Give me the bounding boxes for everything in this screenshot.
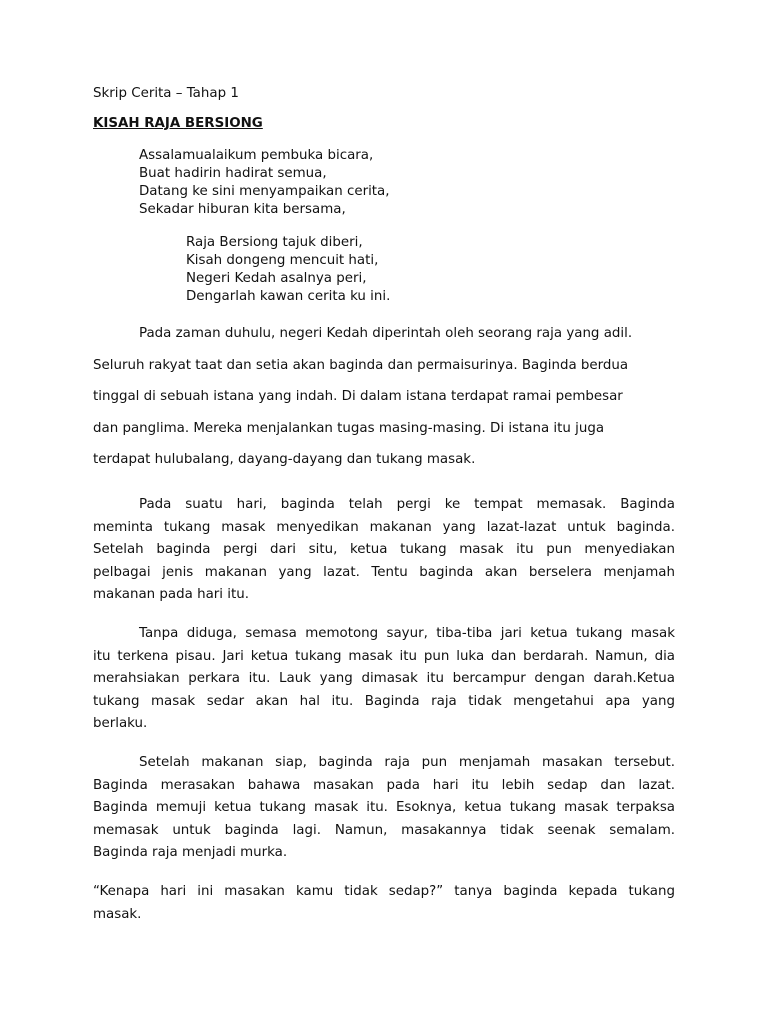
paragraph-line: tinggal di sebuah istana yang indah. Di dalam istana terdapat ramai pembesar [93, 389, 623, 404]
paragraph-line: memasak untuk baginda lagi. Namun, masakannya tidak seenak semalam. [93, 822, 675, 838]
paragraph-5 [93, 881, 675, 926]
paragraph-line: merahsiakan perkara itu. Lauk yang dimasak itu bercampur dengan darah.Ketua [93, 671, 675, 686]
paragraph-line: Setelah baginda pergi dari situ, ketua tukang masak itu pun menyediakan [93, 542, 675, 557]
stanza-line: Dengarlah kawan cerita ku ini. [186, 289, 391, 304]
opening-stanza [139, 147, 390, 219]
stanza-line: Kisah dongeng mencuit hati, [186, 253, 379, 268]
paragraph-2 [93, 494, 675, 607]
paragraph-line: Pada suatu hari, baginda telah pergi ke tempat memasak. Baginda [139, 497, 675, 512]
paragraph-line: Pada zaman duhulu, negeri Kedah diperintah oleh seorang raja yang adil. [139, 326, 633, 341]
stanza-line: Raja Bersiong tajuk diberi, [186, 235, 363, 250]
stanza-line: Sekadar hiburan kita bersama, [139, 202, 346, 217]
document-header: Skrip Cerita – Tahap 1 [93, 86, 239, 101]
paragraph-line: Seluruh rakyat taat dan setia akan baginda dan permaisurinya. Baginda berdua [93, 357, 629, 373]
paragraph-line: masak. [93, 906, 142, 922]
stanza-line: Negeri Kedah asalnya peri, [186, 271, 367, 286]
paragraph-1 [93, 318, 693, 476]
paragraph-line: Tanpa diduga, semasa memotong sayur, tiba-tiba jari ketua tukang masak [139, 626, 675, 641]
paragraph-4 [93, 752, 675, 865]
paragraph-line: Baginda raja menjadi murka. [93, 845, 288, 860]
paragraph-line: Setelah makanan siap, baginda raja pun menjamah masakan tersebut. [139, 755, 675, 770]
paragraph-line: meminta tukang masak menyedikan makanan yang lazat-lazat untuk baginda. [93, 519, 675, 535]
paragraph-line: pelbagai jenis makanan yang lazat. Tentu baginda akan berselera menjamah [93, 564, 675, 580]
second-stanza [186, 234, 390, 306]
paragraph-line: tukang masak sedar akan hal itu. Baginda raja tidak mengetahui apa yang [93, 693, 675, 709]
paragraph-3 [93, 623, 675, 736]
paragraph-line: Baginda merasakan bahawa masakan pada hari itu lebih sedap dan lazat. [93, 777, 675, 793]
paragraph-line: dan panglima. Mereka menjalankan tugas masing-masing. Di istana itu juga [93, 420, 605, 436]
paragraph-line: Baginda memuji ketua tukang masak itu. Esoknya, ketua tukang masak terpaksa [93, 800, 675, 815]
story-title: KISAH RAJA BERSIONG [93, 116, 263, 131]
paragraph-line: makanan pada hari itu. [93, 587, 249, 602]
paragraph-line: “Kenapa hari ini masakan kamu tidak sedap?” tanya baginda kepada tukang [93, 884, 675, 899]
stanza-line: Datang ke sini menyampaikan cerita, [139, 184, 390, 199]
paragraph-line: berlaku. [93, 716, 148, 731]
stanza-line: Buat hadirin hadirat semua, [139, 166, 327, 181]
stanza-line: Assalamualaikum pembuka bicara, [139, 148, 374, 163]
paragraph-line: itu terkena pisau. Jari ketua tukang masak itu pun luka dan berdarah. Namun, dia [93, 648, 675, 664]
paragraph-line: terdapat hulubalang, dayang-dayang dan tukang masak. [93, 452, 476, 467]
